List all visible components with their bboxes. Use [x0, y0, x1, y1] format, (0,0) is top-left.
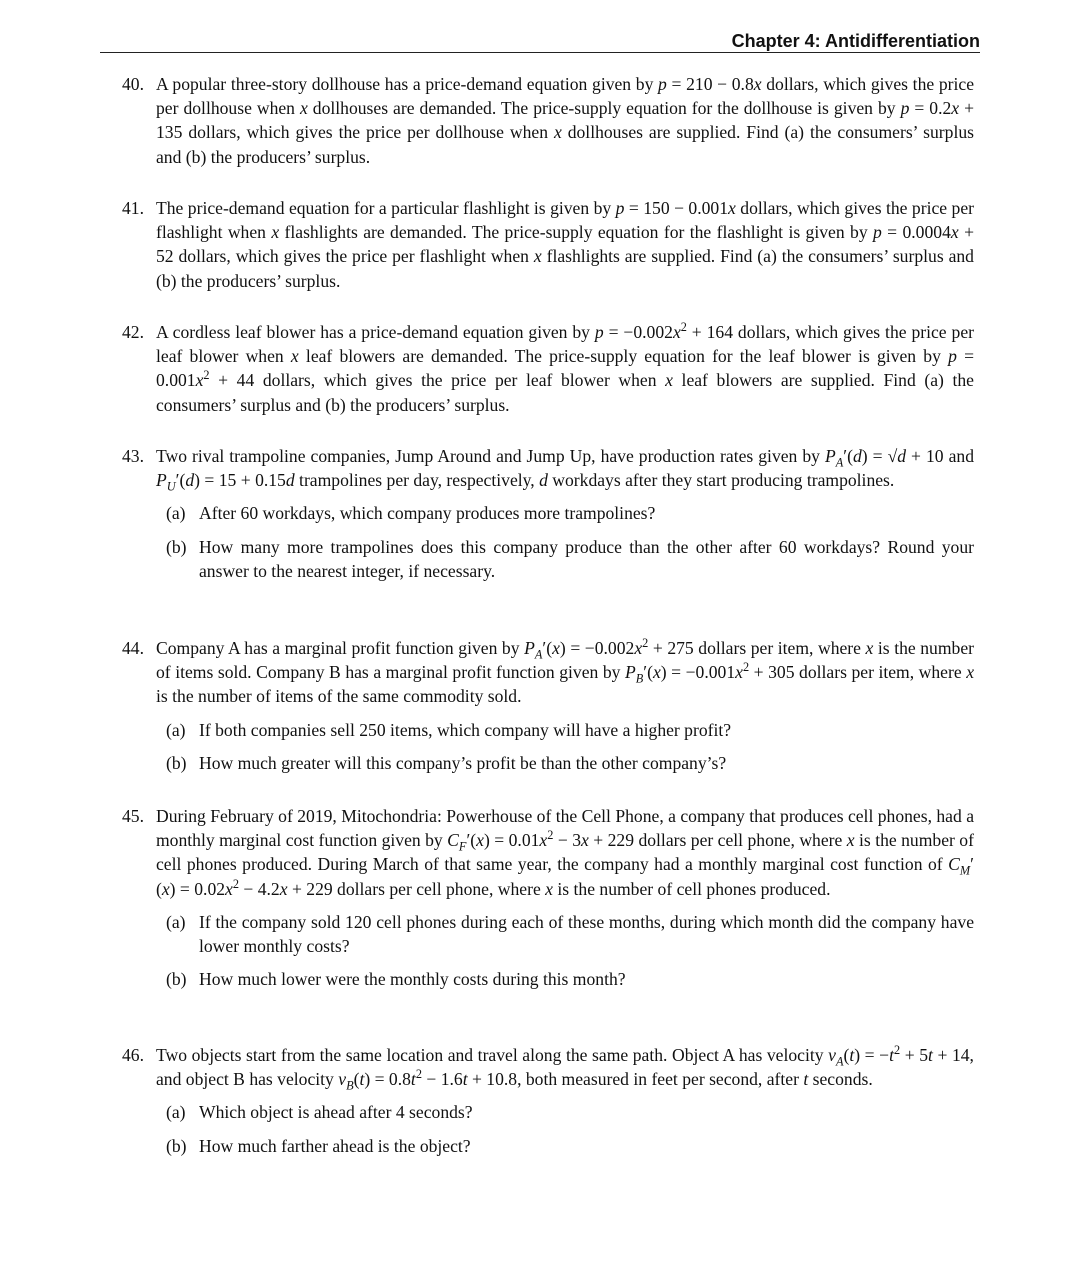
part-text: Which object is ahead after 4 seconds?	[199, 1102, 473, 1123]
problem-41	[122, 196, 974, 293]
problem-number: 40.	[122, 74, 144, 94]
problem-text: The price-demand equation for a particular flashlight is given by p = 150 − 0.001x dollars, which gives the price per flashlight when x flashlights are demanded. The price-supply equation for the flashlight is given by p = 0.0004x + 52 dollars, which gives the price per flashlight when x flashlights are supplied. Find (a) the consumers’ surplus and (b) the producers’ surplus.	[156, 198, 974, 291]
problem-45	[122, 804, 974, 991]
problem-number: 43.	[122, 446, 144, 466]
part-b	[166, 535, 974, 583]
part-text: If the company sold 120 cell phones during each of these months, during which month did the company have lower monthly costs?	[199, 911, 974, 957]
part-label: (b)	[166, 536, 187, 557]
part-label: (a)	[166, 1102, 186, 1123]
problem-number: 41.	[122, 198, 144, 218]
part-a	[166, 1100, 974, 1124]
problem-number: 45.	[122, 806, 144, 826]
part-text: After 60 workdays, which company produces more trampolines?	[199, 503, 656, 524]
part-label: (b)	[166, 1135, 187, 1156]
part-text: How many more trampolines does this company produce than the other after 60 workdays? Round your answer to the nearest integer, if necessary.	[199, 536, 974, 581]
part-text: If both companies sell 250 items, which company will have a higher profit?	[199, 719, 732, 740]
part-a	[166, 501, 974, 525]
part-label: (a)	[166, 719, 186, 740]
part-text: How much greater will this company’s profit be than the other company’s?	[199, 752, 727, 773]
part-text: How much lower were the monthly costs during this month?	[199, 969, 626, 990]
problem-40	[122, 72, 974, 169]
problem-text: Company A has a marginal profit function given by $P_A'(x) = -0.002x^2 + 275$ dollars per item, where x is the number of items sold. Company B has a marginal profit function given by $P_B'(x) = -0.001x^2 + 305$ dollars per item, where x is the number of items of the same commodity sold.	[156, 636, 975, 707]
part-a	[166, 910, 974, 958]
problem-number: 44.	[122, 638, 144, 658]
part-label: (b)	[166, 969, 187, 990]
problem-text: Two rival trampoline companies, Jump Around and Jump Up, have production rates given by $P_A'(d) = √d + 10$ and $P_U'(d) = 15 + 0.15d$ trampolines per day, respectively, d workdays after they start producing trampolines.	[156, 446, 975, 494]
problem-42	[122, 320, 974, 417]
problem-text: Two objects start from the same location and travel along the same path. Object A has velocity $v_A(t) = -t^2 + 5t + 14$, and object B has velocity $v_B(t) = 0.8t^2 - 1.6t + 10.8$, both measured in feet per second, after t seconds.	[156, 1043, 974, 1093]
problem-text: A cordless leaf blower has a price-demand equation given by $p = -0.002x^2 + 164$ dollars, which gives the price per leaf blower when x leaf blowers are demanded. The price-supply equation for the leaf blower is given by $p = 0.001x^2 + 44$ dollars, which gives the price per leaf blower when x leaf blowers are supplied. Find (a) the consumers’ surplus and (b) the producers’ surplus.	[156, 320, 974, 415]
part-label: (a)	[166, 503, 186, 524]
problem-text: A popular three-story dollhouse has a price-demand equation given by p = 210 − 0.8x dollars, which gives the price per dollhouse when x dollhouses are demanded. The price-supply equation for the dollhouse is given by p = 0.2x + 135 dollars, which gives the price per dollhouse when x dollhouses are supplied. Find (a) the consumers’ surplus and (b) the producers’ surplus.	[156, 74, 974, 167]
problem-text: During February of 2019, Mitochondria: Powerhouse of the Cell Phone, a company that produces cell phones, had a monthly marginal cost function given by $C_F'(x) = 0.01x^2 - 3x + 229$ dollars per cell phone, where x is the number of cell phones produced. During March of that same year, the company had a monthly marginal cost function of $C_M'(x) = 0.02x^2 - 4.2x + 229$ dollars per cell phone, where x is the number of cell phones produced.	[156, 806, 974, 899]
problem-43	[122, 444, 974, 583]
part-text: How much farther ahead is the object?	[199, 1135, 471, 1156]
page-header	[100, 30, 980, 53]
part-label: (b)	[166, 752, 187, 773]
part-label: (a)	[166, 911, 186, 932]
problem-44	[122, 636, 974, 775]
part-b	[166, 1134, 974, 1158]
problem-number: 42.	[122, 322, 144, 342]
part-a	[166, 718, 974, 742]
problem-46	[122, 1043, 974, 1158]
part-b	[166, 967, 974, 991]
problem-number: 46.	[122, 1045, 144, 1065]
part-b	[166, 751, 974, 775]
chapter-title: Chapter 4: Antidifferentiation	[731, 31, 980, 51]
